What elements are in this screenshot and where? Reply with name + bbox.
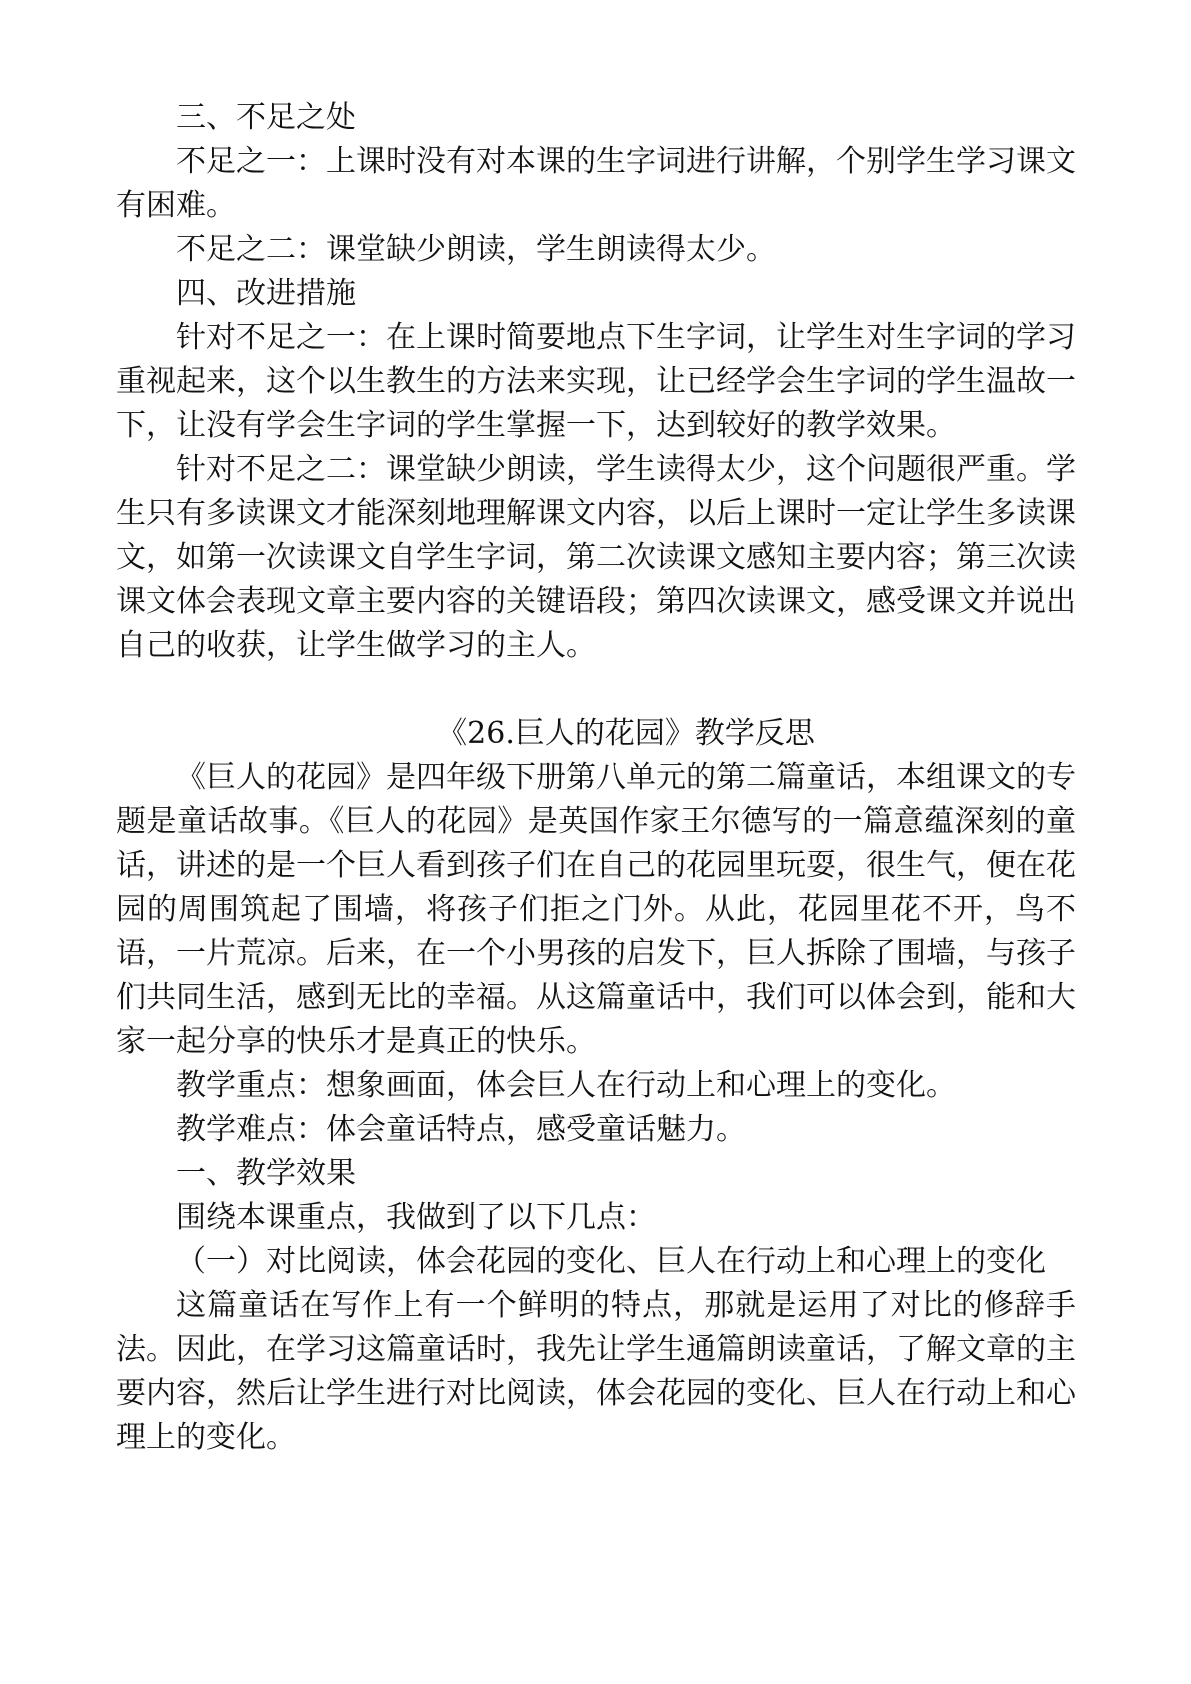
section-heading-improvements: 四、改进措施 bbox=[176, 276, 356, 311]
subsection-heading-contrast: （一）对比阅读，体会花园的变化、巨人在行动上和心理上的变化 bbox=[176, 1244, 1046, 1279]
paragraph-contrast: 这篇童话在写作上有一个鲜明的特点，那就是运用了对比的修辞手法。因此，在学习这篇童话时，我先让学生通篇朗读童话，了解文章的主要内容，然后让学生进行对比阅读，体会花园的变化、巨人在行动上和心理上的变化。 bbox=[116, 1288, 1076, 1455]
section-heading-shortcomings: 三、不足之处 bbox=[176, 100, 356, 135]
paragraph-effect-intro: 围绕本课重点，我做到了以下几点： bbox=[176, 1200, 656, 1235]
paragraph-intro: 《巨人的花园》是四年级下册第八单元的第二篇童话，本组课文的专题是童话故事。《巨人的花园》是英国作家王尔德写的一篇意蕴深刻的童话，讲述的是一个巨人看到孩子们在自己的花园里玩耍，很生气，便在花园的周围筑起了围墙，将孩子们拒之门外。从此，花园里花不开，鸟不语，一片荒凉。后来，在一个小男孩的启发下，巨人拆除了围墙，与孩子们共同生活，感到无比的幸福。从这篇童话中，我们可以体会到，能和大家一起分享的快乐才是真正的快乐。 bbox=[116, 760, 1076, 1059]
document-page bbox=[116, 96, 1076, 1460]
section-spacer bbox=[116, 668, 1076, 712]
paragraph-key-point: 教学重点：想象画面，体会巨人在行动上和心理上的变化。 bbox=[176, 1068, 956, 1103]
paragraph-shortcoming-one: 不足之一：上课时没有对本课的生字词进行讲解，个别学生学习课文有困难。 bbox=[116, 144, 1076, 223]
paragraph-improvement-one: 针对不足之一：在上课时简要地点下生字词，让学生对生字词的学习重视起来，这个以生教生的方法来实现，让已经学会生字词的学生温故一下，让没有学会生字词的学生掌握一下，达到较好的教学效果。 bbox=[116, 320, 1076, 443]
article-title: 《26.巨人的花园》教学反思 bbox=[437, 716, 815, 751]
section-heading-effect: 一、教学效果 bbox=[176, 1156, 356, 1191]
paragraph-improvement-two: 针对不足之二：课堂缺少朗读，学生读得太少，这个问题很严重。学生只有多读课文才能深刻地理解课文内容，以后上课时一定让学生多读课文，如第一次读课文自学生字词，第二次读课文感知主要内容；第三次读课文体会表现文章主要内容的关键语段；第四次读课文，感受课文并说出自己的收获，让学生做学习的主人。 bbox=[116, 452, 1076, 663]
paragraph-shortcoming-two: 不足之二：课堂缺少朗读，学生朗读得太少。 bbox=[176, 232, 776, 267]
paragraph-difficulty: 教学难点：体会童话特点，感受童话魅力。 bbox=[176, 1112, 746, 1147]
